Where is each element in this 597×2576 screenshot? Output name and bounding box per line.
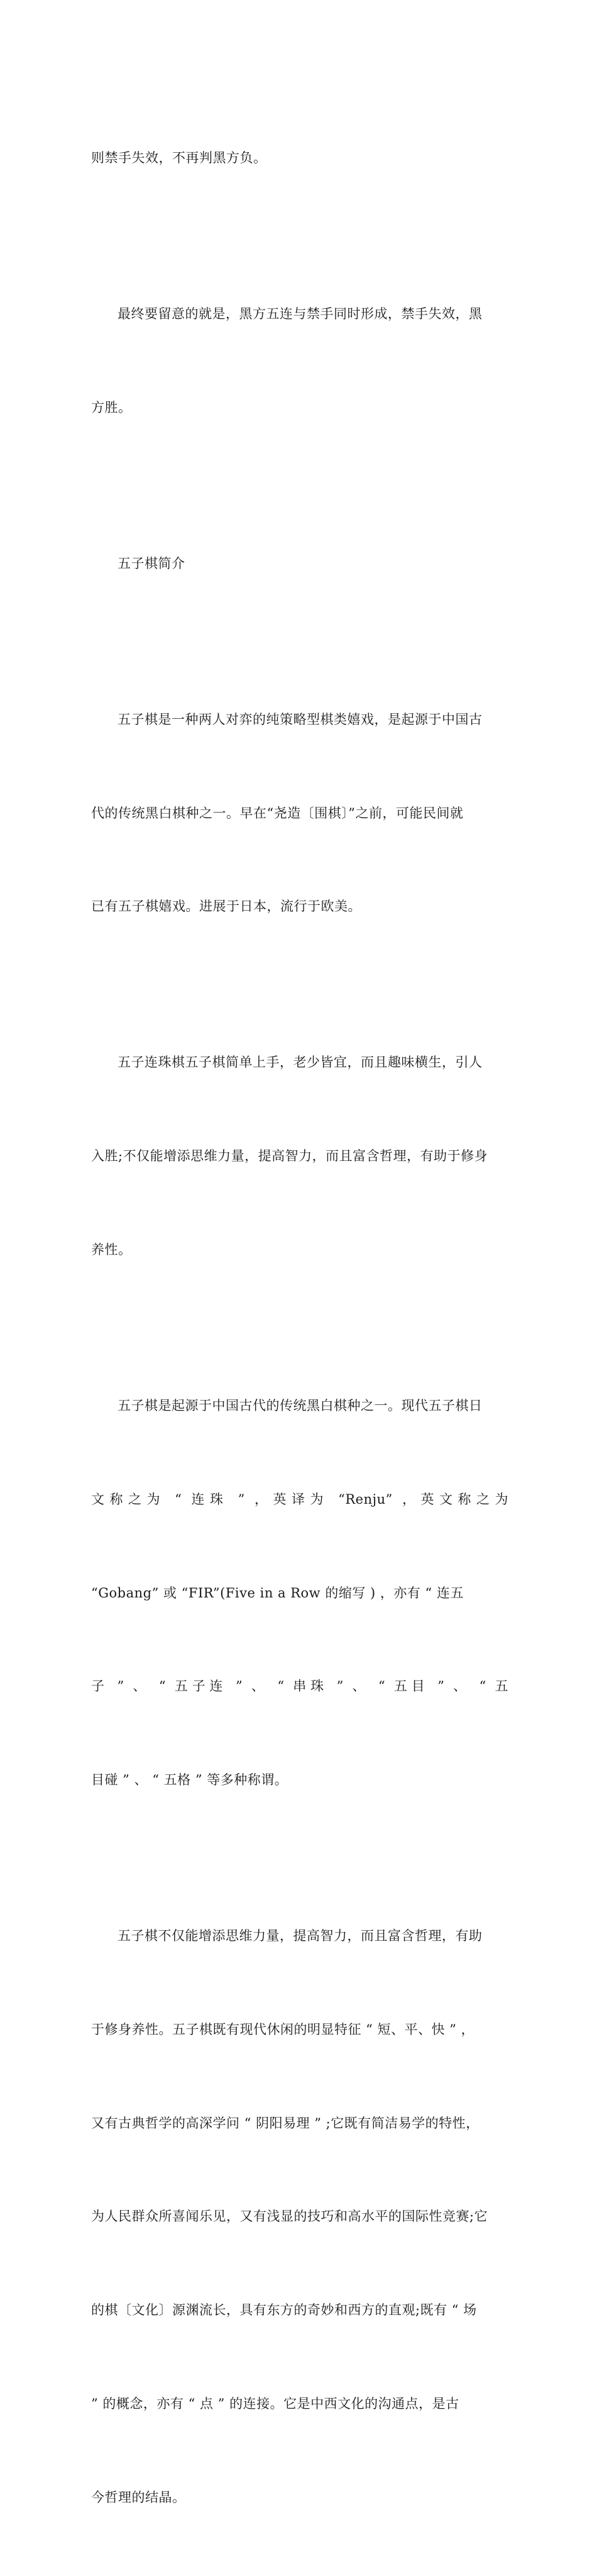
text-line: 于修身养性。五子棋既有现代休闲的明显特征 “ 短、平、快 ” ， (91, 2021, 475, 2037)
paragraph-1 (91, 80, 508, 236)
text-line: 入胜;不仅能增添思维力量，提高智力，而且富含哲理，有助于修身 (91, 1148, 488, 1164)
paragraph-3 (91, 642, 508, 985)
text-line: 五子棋是一种两人对弈的纯策略型棋类嬉戏，是起源于中国古 (118, 711, 483, 727)
text-line: 五子棋是起源于中国古代的传统黑白棋种之一。现代五子棋日 (118, 1397, 483, 1413)
text-line: ” 的概念，亦有 “ 点 ” 的连接。它是中西文化的沟通点，是古 (91, 2396, 459, 2411)
text-line: 已有五子棋嬉戏。进展于日本，流行于欧美。 (91, 899, 361, 914)
text-line: 最终要留意的就是，黑方五连与禁手同时形成，禁手失效，黑 (118, 306, 483, 322)
paragraph-4 (91, 985, 508, 1328)
text-line: 的棋〔文化〕源渊流长，具有东方的奇妙和西方的直观;既有 “ 场 (91, 2302, 477, 2318)
heading-text: 五子棋简介 (118, 555, 185, 571)
text-line: 代的传统黑白棋种之一。早在“尧造〔围棋〕”之前，可能民间就 (91, 805, 464, 821)
paragraph-6 (91, 1858, 508, 2576)
paragraph-2 (91, 236, 508, 486)
section-heading (91, 486, 508, 642)
text-line: 五子棋不仅能增添思维力量，提高智力，而且富含哲理，有助 (118, 1928, 483, 1944)
text-line: 方胜。 (91, 399, 132, 415)
text-line: 五子连珠棋五子棋简单上手，老少皆宜，而且趣味横生，引人 (118, 1055, 483, 1070)
text-line: 又有古典哲学的高深学问 “ 阴阳易理 ” ;它既有简洁易学的特性， (91, 2115, 479, 2131)
text-line: 文称之为 “ 连珠 ” ，英译为 “Renju” ，英文称之为 (91, 1491, 508, 1507)
text-line: 养性。 (91, 1241, 132, 1257)
text-line: 目碰 ” 、 “ 五格 ” 等多种称谓。 (91, 1772, 288, 1788)
text-line: 子 ” 、 “ 五子连 ” 、 “ 串珠 ” 、 “ 五目 ” 、 “ 五 (91, 1679, 508, 1694)
paragraph-5 (91, 1328, 508, 1858)
text-line: “Gobang” 或 “FIR”(Five in a Row 的缩写 ) ，亦有 “ 连五 (91, 1585, 464, 1601)
document-body (91, 80, 508, 2576)
text-line: 为人民群众所喜闻乐见，又有浅显的技巧和高水平的国际性竞赛;它 (91, 2209, 488, 2224)
text-line: 则禁手失效，不再判黑方负。 (91, 150, 267, 166)
text-line: 今哲理的结晶。 (91, 2489, 186, 2505)
